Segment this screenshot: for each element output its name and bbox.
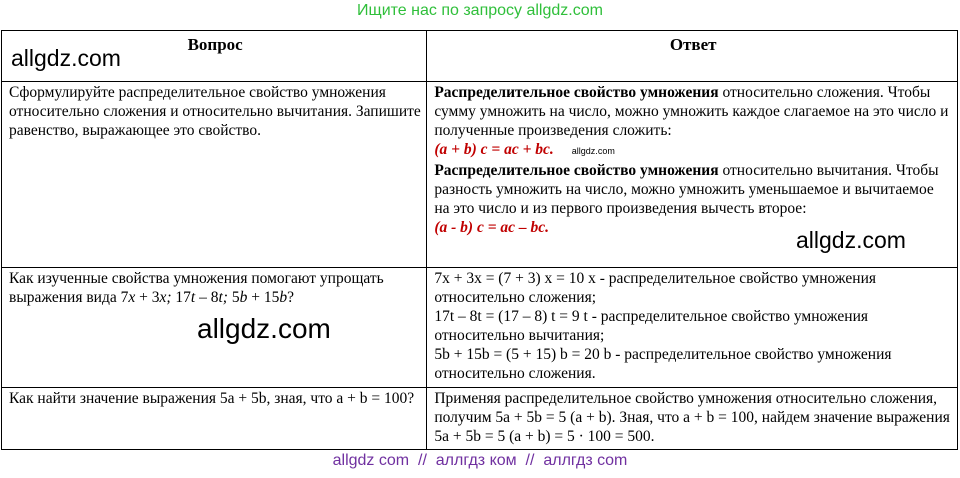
question-2-part: 17	[171, 289, 191, 306]
answer-2-line	[434, 345, 952, 383]
answer-1-text-1: относительно сложения. Чтобы сумму умножить на число, можно умножить каждое слагаемое на это число и полученные произведения сложить:	[434, 84, 949, 139]
answer-cell-2	[427, 268, 958, 388]
question-cell-1: Сформулируйте распределительное свойство умножения относительно сложения и относительно вычитания. Запишите равенство, выражающее это свойство.	[2, 82, 427, 268]
answer-2-expression: 17t – 8t = (17 – 8) t = 9 t	[434, 308, 588, 325]
watermark-header: allgdz.com	[11, 45, 121, 71]
table-row	[2, 268, 958, 388]
formula-distributive-addition: (a + b) c = ac + bc	[434, 141, 550, 158]
question-2-part: b	[279, 289, 288, 306]
formula-distributive-subtraction: (a - b) c = ac – bc	[434, 219, 546, 236]
answer-2-description: - распределительное свойство умножения относительно сложения.	[434, 346, 892, 382]
answer-2-description: - распределительное свойство умножения относительно сложения;	[434, 270, 877, 306]
answer-2-description: - распределительное свойство умножения относительно вычитания;	[434, 308, 869, 344]
question-cell-2: Как изученные свойства умножения помогают упрощать выражения вида 7x + 3x; 17t – 8t; 5b + 15b?	[2, 268, 427, 388]
question-2-part: + 3	[135, 289, 160, 306]
qa-table	[1, 30, 958, 450]
question-2-part: – 8	[195, 289, 219, 306]
table-row	[2, 82, 958, 268]
header-answer: Ответ	[427, 31, 958, 82]
answer-2-line	[434, 307, 952, 345]
answer-2-line	[434, 269, 952, 307]
answer-1-title-1: Распределительное свойство умножения	[434, 84, 719, 101]
answer-cell-3: Применяя распределительное свойство умножения относительно сложения, получим 5a + 5b = 5 (a + b). Зная, что a + b = 100, найдем значение выражения 5a + 5b = 5 (a + b) = 5 · 100 = 500.	[427, 388, 958, 450]
question-2-expressions	[128, 289, 294, 306]
answer-1-title-2: Распределительное свойство умножения	[434, 162, 719, 179]
question-2-part: ?	[287, 289, 294, 306]
watermark-row1-right: allgdz.com	[796, 227, 906, 253]
question-2-part: x	[128, 289, 136, 306]
bottom-banner: allgdz com // аллгдз ком // аллгдз com	[332, 452, 628, 469]
answer-2-expression: 5b + 15b = (5 + 15) b = 20 b	[434, 346, 612, 363]
watermark-row2-left: allgdz.com	[197, 313, 331, 344]
watermark-inline: allgdz.com	[571, 146, 615, 156]
question-2-part: t	[190, 289, 196, 306]
question-2-part: 5	[227, 289, 240, 306]
question-2-part: + 15	[247, 289, 280, 306]
table-header-row	[2, 31, 958, 82]
answer-cell-1: Распределительное свойство умножения относительно сложения. Чтобы сумму умножить на число, можно умножить каждое слагаемое на это число и полученные произведения сложить: (a + b) c = ac + bc. allgdz.com Распределительное свойство умножения относительно вычитания. Чтобы разность умножить на число, можно умножить уменьшаемое и вычитаемое на это число и из первого произведения вычесть второе: (a - b) c = ac – bc.	[427, 82, 958, 268]
answer-2-expression: 7x + 3x = (7 + 3) x = 10 x	[434, 270, 596, 287]
question-2-part: b	[239, 289, 248, 306]
top-banner: Ищите нас по запросу allgdz.com	[357, 2, 603, 19]
header-question: Вопрос	[2, 31, 427, 82]
question-cell-3: Как найти значение выражения 5a + 5b, зная, что a + b = 100?	[2, 388, 427, 450]
question-2-part: x;	[159, 289, 172, 306]
question-2-part: t;	[218, 289, 228, 306]
answer-1-text-2: относительно вычитания. Чтобы разность умножить на число, можно умножить уменьшаемое и вычитаемое на это число и из первого произведения вычесть второе:	[434, 162, 939, 217]
table-row	[2, 388, 958, 450]
